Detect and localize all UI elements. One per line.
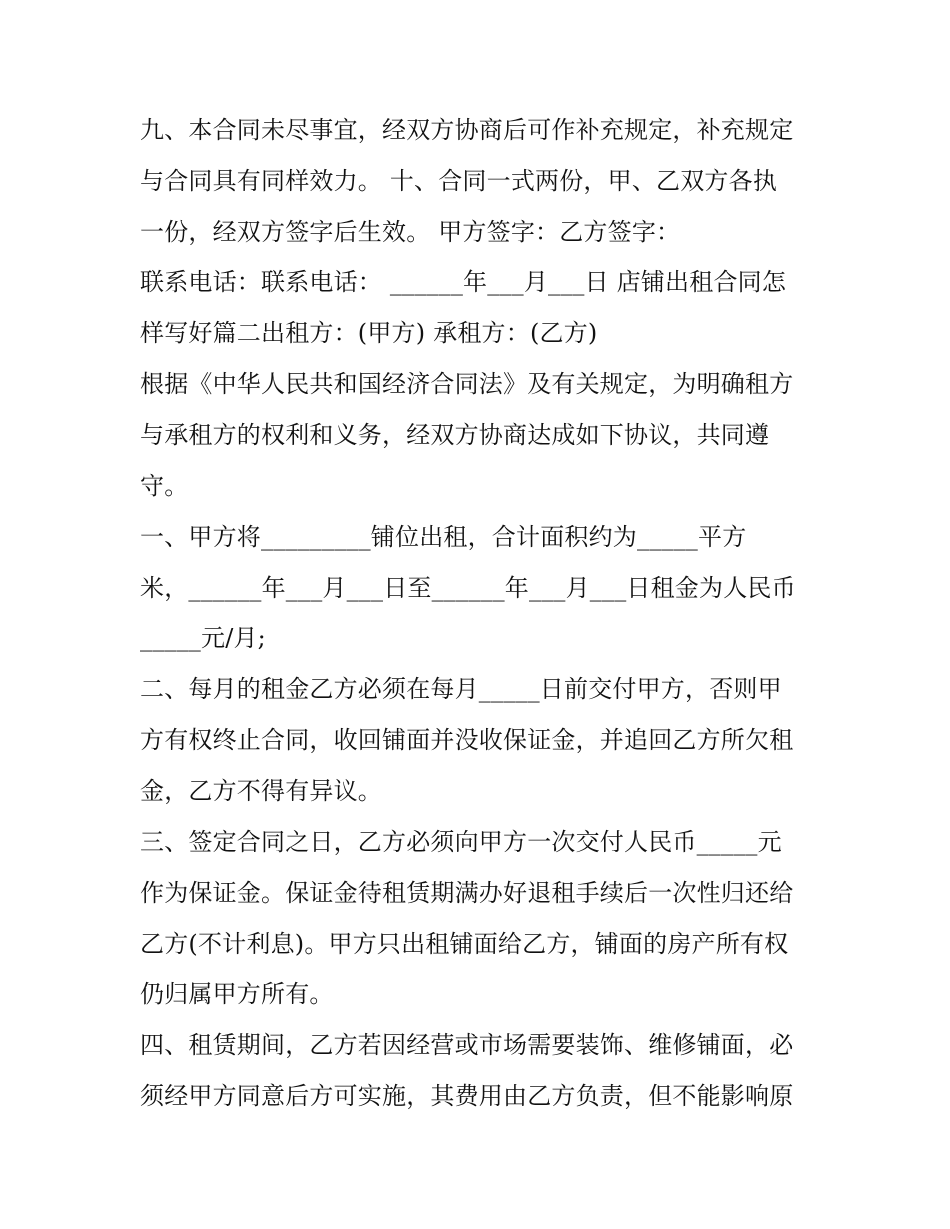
text-line: 三、签定合同之日，乙方必须向甲方一次交付人民币_____元 [140, 828, 782, 856]
text-line: 联系电话：联系电话： ______年___月___日 店铺出租合同怎 [140, 268, 787, 296]
text-line: 根据《中华人民共和国经济合同法》及有关规定，为明确租方 [140, 370, 794, 398]
text-line: 二、每月的租金乙方必须在每月_____日前交付甲方，否则甲 [140, 675, 782, 703]
text-line: 一、甲方将_________铺位出租，合计面积约为_____平方 [140, 523, 747, 551]
text-line: 米，______年___月___日至______年___月___日租金为人民币 [140, 574, 796, 602]
text-line: 须经甲方同意后方可实施，其费用由乙方负责，但不能影响原 [140, 1082, 794, 1110]
text-line: 九、本合同未尽事宜，经双方协商后可作补充规定，补充规定 [140, 116, 794, 144]
text-line: 方有权终止合同，收回铺面并没收保证金，并追回乙方所欠租 [140, 726, 794, 754]
text-line: 与承租方的权利和义务，经双方协商达成如下协议，共同遵 [140, 421, 770, 449]
text-line: 作为保证金。保证金待租赁期满办好退租手续后一次性归还给 [140, 879, 794, 907]
text-line: 仍归属甲方所有。 [140, 980, 334, 1008]
text-line: 四、租赁期间，乙方若因经营或市场需要装饰、维修铺面，必 [140, 1031, 794, 1059]
text-line: 金，乙方不得有异议。 [140, 777, 382, 805]
text-line: _____元/月; [140, 624, 266, 652]
text-line: 样写好篇二出租方：(甲方) 承租方：(乙方) [140, 319, 598, 347]
text-line: 守。 [140, 472, 189, 500]
text-line: 与合同具有同样效力。 十、合同一式两份，甲、乙双方各执 [140, 167, 778, 195]
text-line: 乙方(不计利息)。甲方只出租铺面给乙方，铺面的房产所有权 [140, 930, 789, 958]
text-line: 一份，经双方签字后生效。 甲方签字：乙方签字： [140, 218, 681, 246]
